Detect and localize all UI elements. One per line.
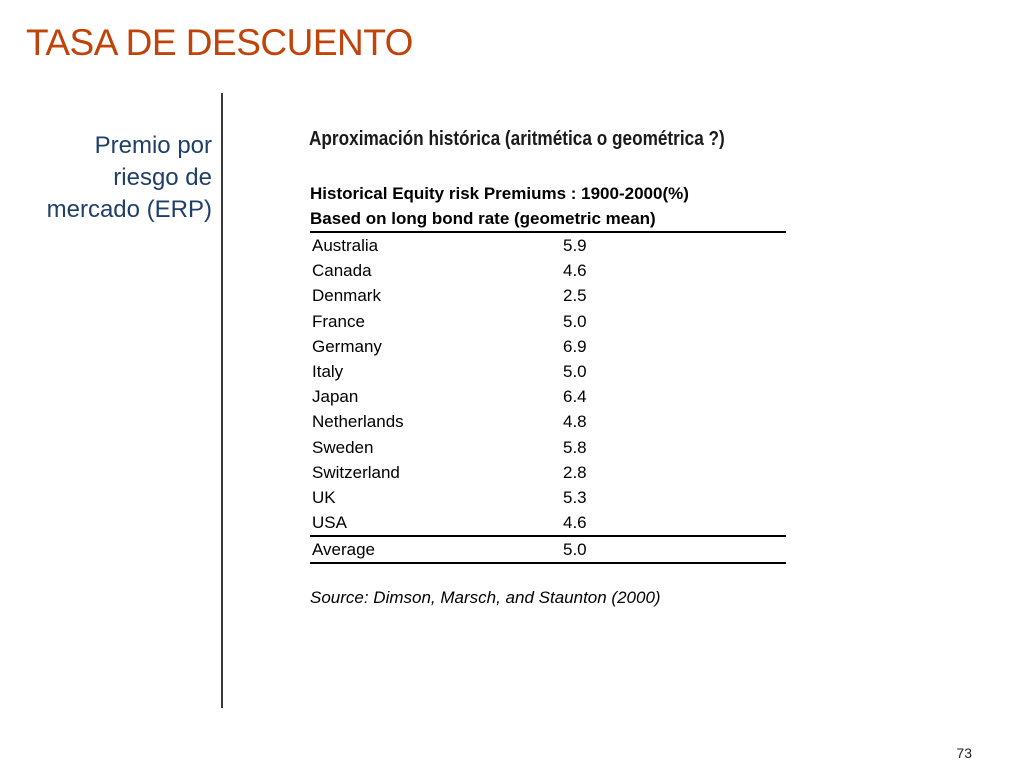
value-cell: 4.6	[563, 261, 587, 281]
country-cell: France	[312, 311, 365, 331]
value-cell: 5.3	[563, 487, 587, 507]
country-cell: Canada	[312, 261, 372, 281]
value-cell: 5.0	[563, 361, 587, 381]
erp-table	[310, 181, 786, 608]
country-cell: UK	[312, 487, 336, 507]
table-row	[310, 359, 786, 384]
value-cell: 5.8	[563, 437, 587, 457]
value-cell: 5.9	[563, 236, 587, 255]
country-cell: Italy	[312, 361, 344, 381]
slide-title: TASA DE DESCUENTO	[26, 22, 413, 63]
subtitle: Aproximación histórica (aritmética o geométrica ?)	[309, 128, 725, 150]
vertical-divider	[221, 93, 223, 708]
table-row	[310, 435, 786, 460]
side-label-line: riesgo de	[113, 164, 212, 191]
table-row	[310, 309, 786, 334]
page-number: 73	[956, 745, 972, 761]
country-cell: Germany	[312, 336, 382, 356]
country-cell: Sweden	[312, 437, 374, 457]
table-header-line1: Historical Equity risk Premiums : 1900-2000(%)	[310, 184, 689, 203]
table-row	[310, 460, 786, 485]
country-cell: Netherlands	[312, 412, 404, 432]
value-cell: 4.6	[563, 513, 587, 533]
side-label	[47, 130, 212, 226]
table-header-line2: Based on long bond rate (geometric mean)	[310, 206, 786, 233]
table-row	[310, 485, 786, 510]
source-note: Source: Dimson, Marsch, and Staunton (2000)	[310, 588, 661, 608]
country-cell: USA	[312, 513, 347, 533]
average-label: Average	[312, 540, 376, 560]
table-row	[310, 384, 786, 409]
table-row	[310, 283, 786, 308]
country-cell: Australia	[312, 236, 379, 255]
value-cell: 4.8	[563, 412, 587, 432]
value-cell: 2.8	[563, 462, 587, 482]
table-average-row	[310, 537, 786, 564]
table-row	[310, 258, 786, 283]
table-row	[310, 334, 786, 359]
value-cell: 6.9	[563, 336, 587, 356]
side-label-line: mercado (ERP)	[46, 196, 212, 223]
value-cell: 2.5	[563, 286, 587, 306]
table-row	[310, 233, 786, 258]
value-cell: 5.0	[563, 311, 587, 331]
table-row	[310, 409, 786, 434]
country-cell: Japan	[312, 387, 359, 407]
country-cell: Denmark	[312, 286, 381, 306]
table-row	[310, 510, 786, 537]
country-cell: Switzerland	[312, 462, 400, 482]
average-value: 5.0	[563, 540, 587, 560]
value-cell: 6.4	[563, 387, 587, 407]
side-label-line: Premio por	[94, 132, 212, 159]
